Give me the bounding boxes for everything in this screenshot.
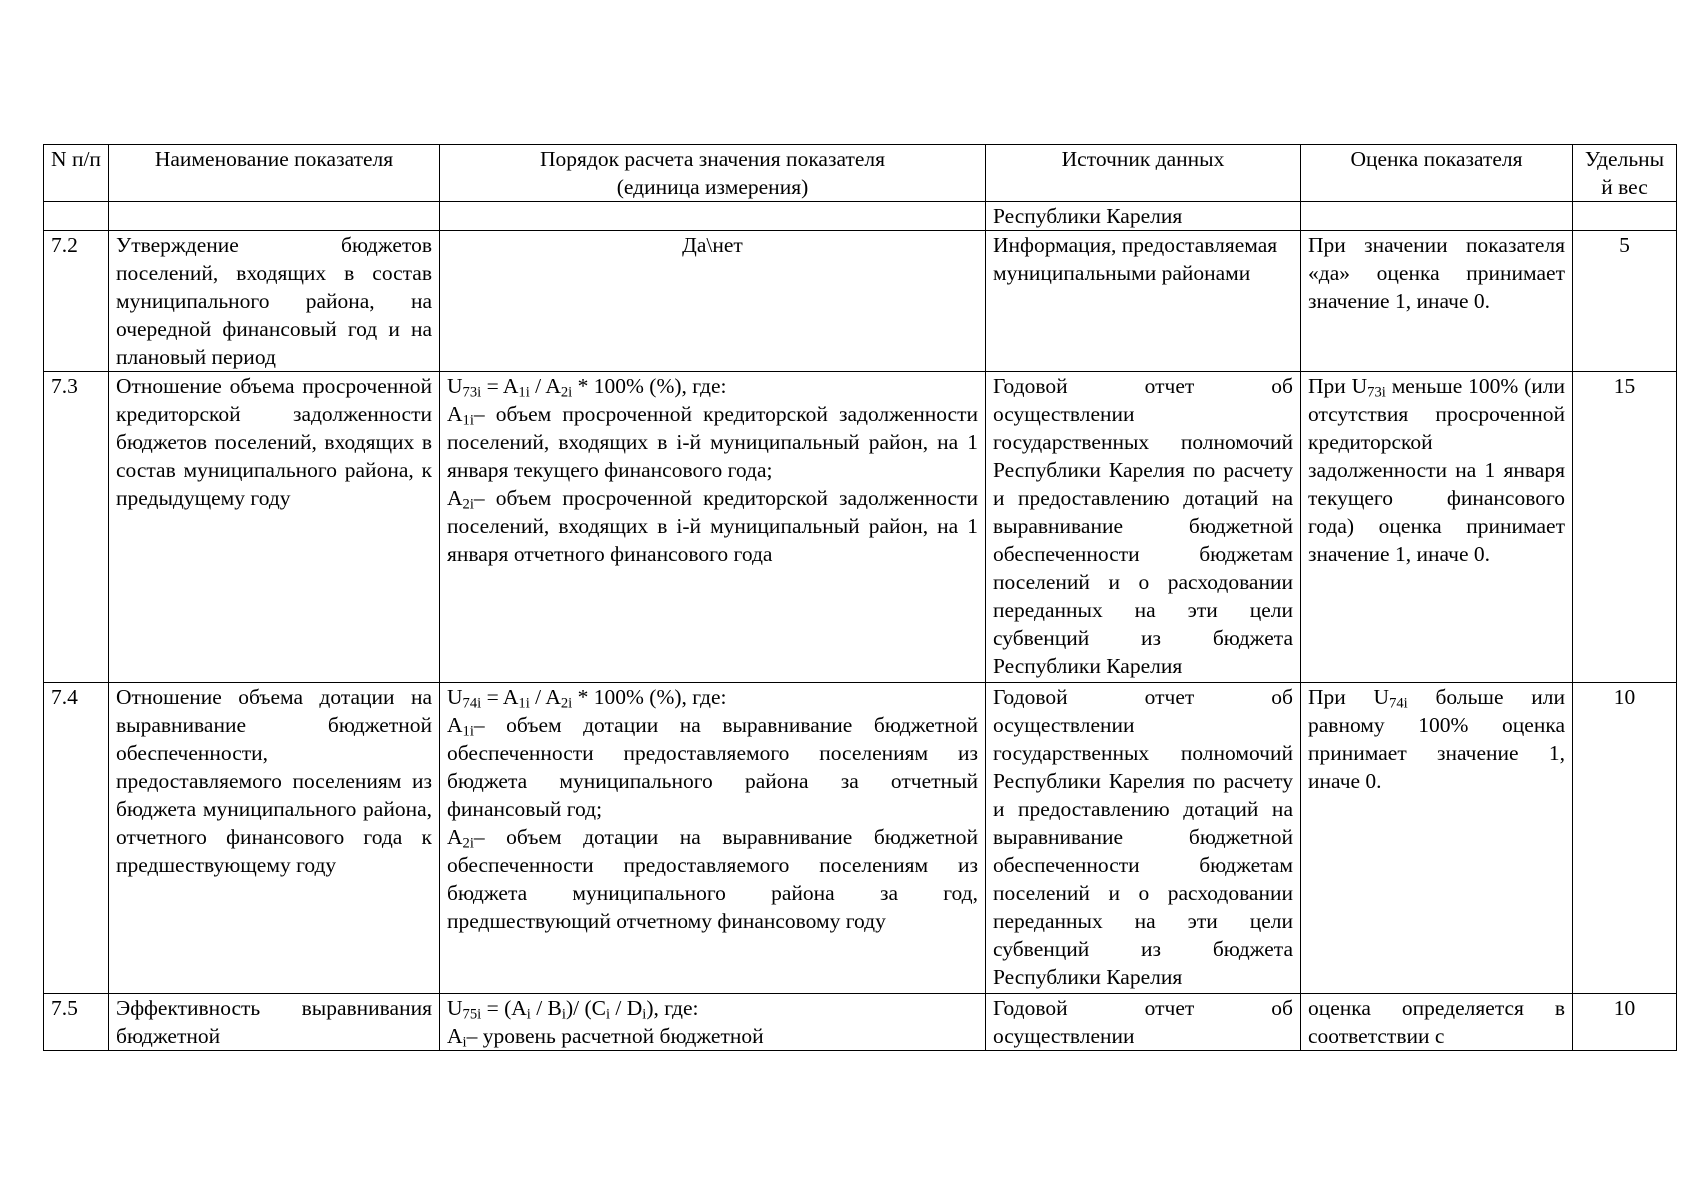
calc-definition-a2: $A_{2i}-$ объем дотации на выравнивание бюджетной обеспеченности предоставляемого поселениям из бюджета муниципального района за год, предшествующий отчетному финансовому году <box>447 825 978 933</box>
cell-num: 7.5 <box>44 994 109 1051</box>
header-weight: Удельный вес <box>1573 145 1677 202</box>
calc-definition-a2: $A_{2i}-$ объем просроченной кредиторской задолженности поселений, входящих в i-й муниципальный район, на 1 января отчетного финансового года <box>447 486 978 566</box>
calc-definition-a1: $A_{1i}-$ объем просроченной кредиторской задолженности поселений, входящих в i-й муниципальный район, на 1 января текущего финансового года; <box>447 402 978 482</box>
cell-empty <box>440 202 986 231</box>
calc-definition-a1: $A_{1i}-$ объем дотации на выравнивание бюджетной обеспеченности предоставляемого поселениям из бюджета муниципального района за отчетный финансовый год; <box>447 713 978 821</box>
header-calc: Порядок расчета значения показателя (единица измерения) <box>440 145 986 202</box>
calc-formula: $U_{74i} = A_{1i} / A_{2i} * 100\%$ (%), где: <box>447 685 727 712</box>
indicators-table <box>43 144 1677 1051</box>
cell-empty <box>1301 202 1573 231</box>
cell-source: Годовой отчет об осуществлении государственных полномочий Республики Карелия по расчету и предоставлению дотаций на выравнивание бюджетной обеспеченности бюджетам поселений и о расходовании переданных на эти цели субвенций из бюджета Республики Карелия <box>986 372 1301 683</box>
cell-num: 7.3 <box>44 372 109 683</box>
cell-source: Годовой отчет об осуществлении государственных полномочий Республики Карелия по расчету и предоставлению дотаций на выравнивание бюджетной обеспеченности бюджетам поселений и о расходовании переданных на эти цели субвенций из бюджета Республики Карелия <box>986 683 1301 994</box>
cell-calc: Да\нет <box>440 231 986 372</box>
cell-source: Информация, предоставляемая муниципальными районами <box>986 231 1301 372</box>
calc-formula: $U_{75i} = (A_i / B_i)/$ $(C_i / D_i)$, где: <box>447 996 699 1023</box>
cell-empty <box>44 202 109 231</box>
cell-calc <box>440 372 986 683</box>
table-row-continued <box>44 202 1677 231</box>
cell-num: 7.4 <box>44 683 109 994</box>
cell-weight: 10 <box>1573 994 1677 1051</box>
cell-eval: При $U_{73i}$ меньше 100% (или отсутствия просроченной кредиторской задолженности на 1 января текущего финансового года) оценка принимает значение 1, иначе 0. <box>1301 372 1573 683</box>
cell-source: Республики Карелия <box>986 202 1301 231</box>
header-num: N п/п <box>44 145 109 202</box>
table-row <box>44 372 1677 683</box>
cell-weight: 5 <box>1573 231 1677 372</box>
cell-calc <box>440 994 986 1051</box>
cell-eval: оценка определяется в соответствии с <box>1301 994 1573 1051</box>
header-name: Наименование показателя <box>109 145 440 202</box>
cell-empty <box>1573 202 1677 231</box>
cell-name: Отношение объема дотации на выравнивание бюджетной обеспеченности, предоставляемого поселениям из бюджета муниципального района, отчетного финансового года к предшествующему году <box>109 683 440 994</box>
cell-name: Утверждение бюджетов поселений, входящих в состав муниципального района, на очередной финансовый год и на плановый период <box>109 231 440 372</box>
cell-eval: При значении показателя «да» оценка принимает значение 1, иначе 0. <box>1301 231 1573 372</box>
calc-formula: $U_{73i} = A_{1i} / A_{2i} * 100\%$ (%), где: <box>447 374 727 401</box>
table-header-row <box>44 145 1677 202</box>
cell-weight: 15 <box>1573 372 1677 683</box>
calc-definition-a1: $A_i-$ уровень расчетной бюджетной <box>447 1024 764 1051</box>
table-row <box>44 231 1677 372</box>
table-row <box>44 683 1677 994</box>
cell-weight: 10 <box>1573 683 1677 994</box>
cell-num: 7.2 <box>44 231 109 372</box>
cell-name: Эффективность выравнивания бюджетной <box>109 994 440 1051</box>
header-eval: Оценка показателя <box>1301 145 1573 202</box>
cell-name: Отношение объема просроченной кредиторской задолженности бюджетов поселений, входящих в состав муниципального района, к предыдущему году <box>109 372 440 683</box>
cell-calc <box>440 683 986 994</box>
cell-empty <box>109 202 440 231</box>
cell-source: Годовой отчет об осуществлении <box>986 994 1301 1051</box>
table-row <box>44 994 1677 1051</box>
cell-eval: При $U_{74i}$ больше или равному 100% оценка принимает значение 1, иначе 0. <box>1301 683 1573 994</box>
header-source: Источник данных <box>986 145 1301 202</box>
